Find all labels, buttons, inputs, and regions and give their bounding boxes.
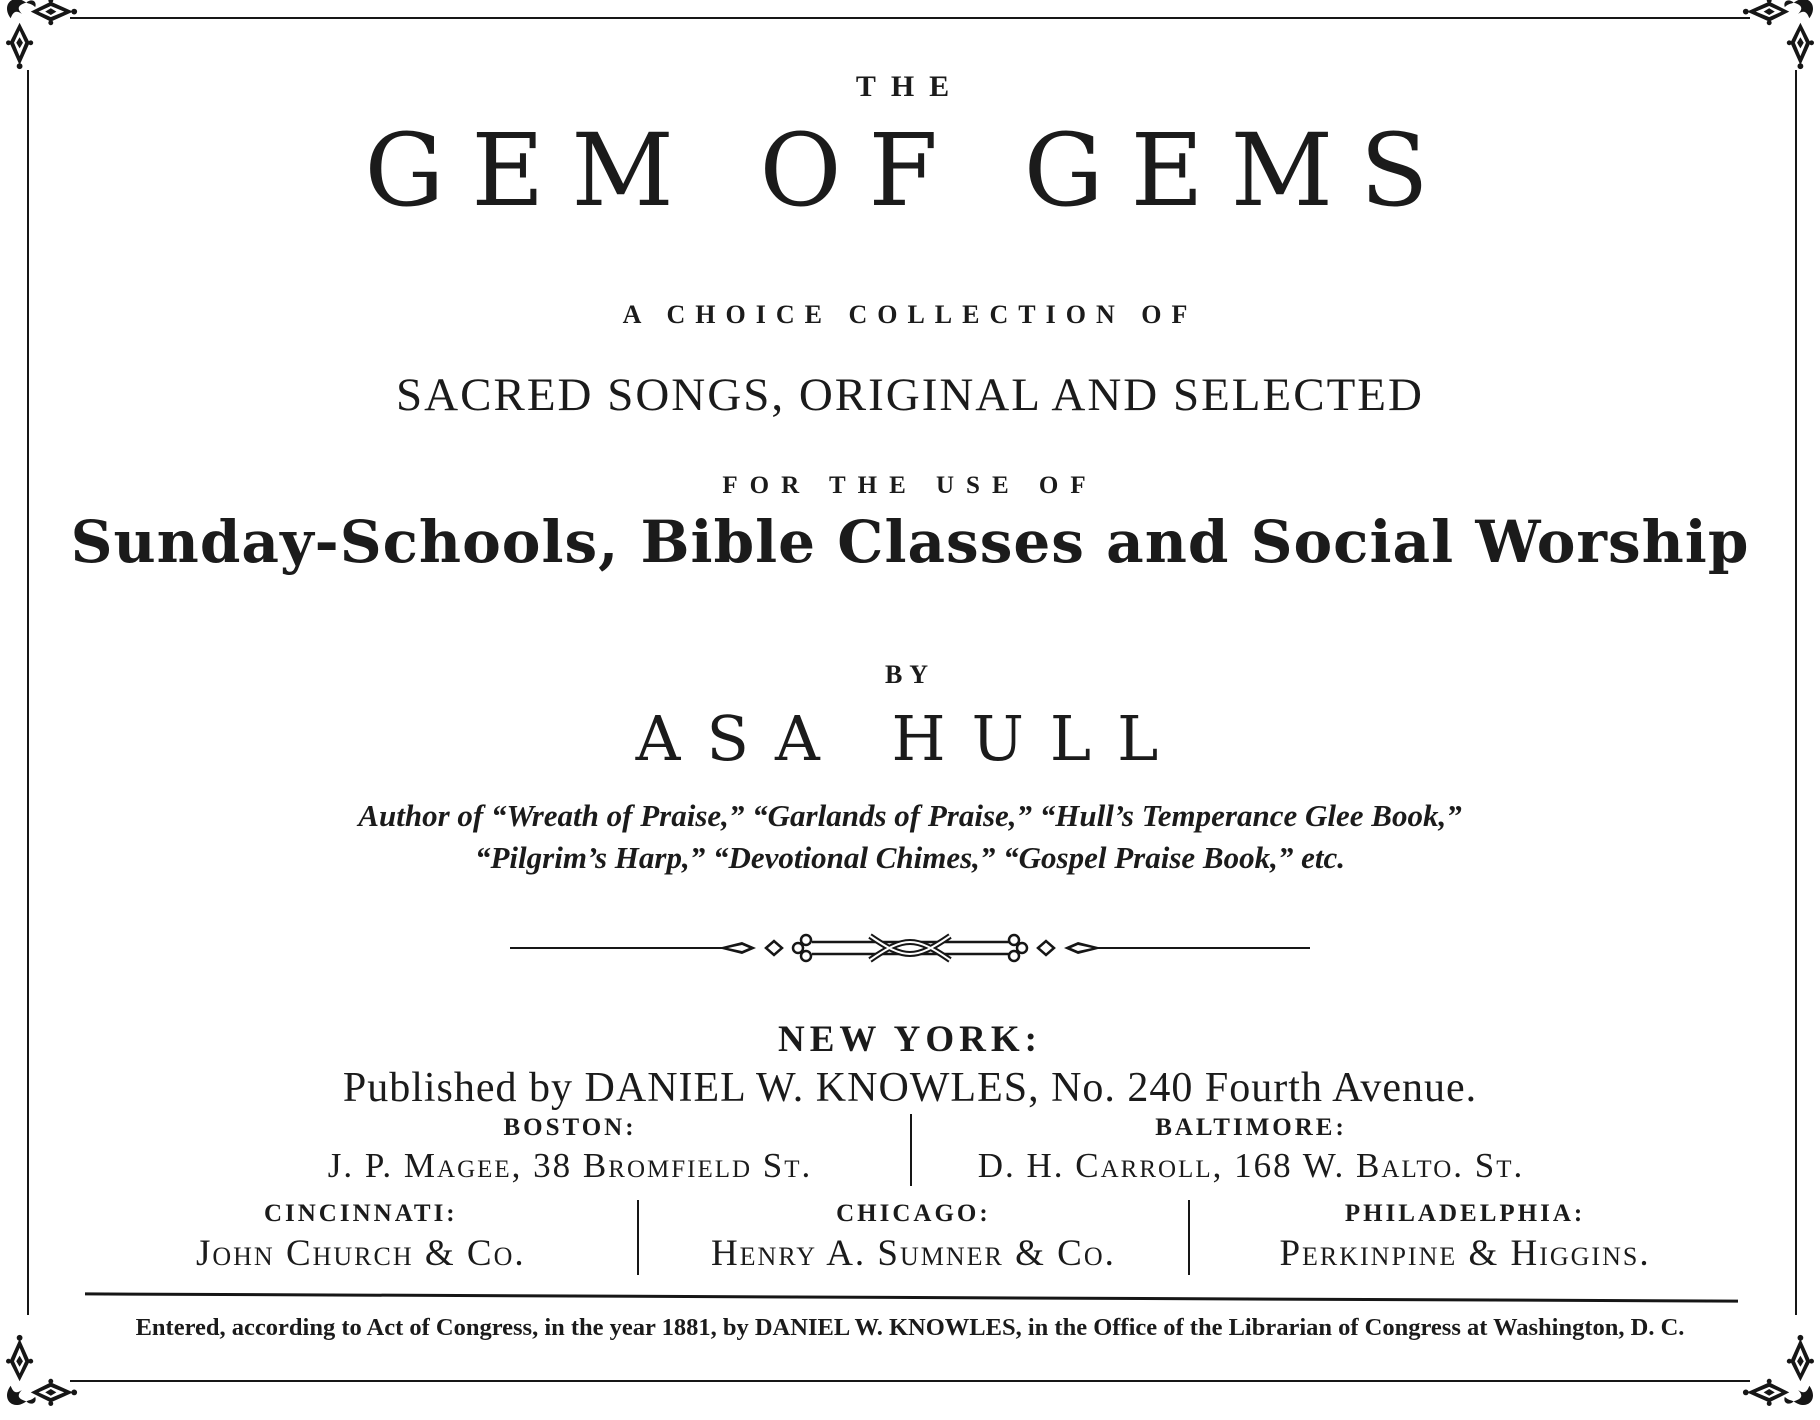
agent-name: John Church & Co. (195, 1233, 526, 1274)
agent-name: Perkinpine & Higgins. (1279, 1233, 1651, 1274)
author-credits-line1: Author of “Wreath of Praise,” “Garlands of Praise,” “Hull’s Temperance Glee Book,” (358, 798, 1462, 833)
agents-row-2 (85, 1200, 1740, 1275)
copyright-line: Entered, according to Act of Congress, in the year 1881, by DANIEL W. KNOWLES, in the Office of the Librarian of Congress at Washington, D. C. (135, 1314, 1685, 1341)
copyright-rule (85, 1292, 1738, 1302)
agents-row-1 (230, 1114, 1590, 1186)
by-label: BY (884, 660, 936, 689)
agent-baltimore (910, 1114, 1590, 1186)
agent-name: D. H. Carroll, 168 W. Balto. St. (977, 1146, 1525, 1185)
corner-ornament-top-left (4, 0, 82, 74)
agent-philadelphia (1188, 1200, 1740, 1275)
page-border-bottom (70, 1380, 1750, 1382)
audience-line: Sunday-Schools, Bible Classes and Social Worship (70, 508, 1750, 576)
agent-chicago (637, 1200, 1189, 1275)
imprint-city: NEW YORK: (778, 1019, 1042, 1060)
agent-city-label: BOSTON: (503, 1114, 637, 1141)
series-kicker: THE (855, 70, 965, 103)
imprint-publisher: Published by DANIEL W. KNOWLES, No. 240 Fourth Avenue. (342, 1065, 1478, 1111)
page-border-right (1795, 70, 1797, 1315)
ornamental-divider (0, 928, 1820, 973)
agent-city-label: CHICAGO: (836, 1200, 991, 1227)
page-title: GEM OF GEMS (364, 112, 1456, 229)
agent-city-label: BALTIMORE: (1155, 1114, 1347, 1141)
collection-line: A CHOICE COLLECTION OF (622, 300, 1198, 329)
agent-name: J. P. Magee, 38 Bromfield St. (327, 1146, 813, 1185)
contents-line: SACRED SONGS, ORIGINAL AND SELECTED (396, 369, 1424, 421)
agent-city-label: PHILADELPHIA: (1344, 1200, 1586, 1227)
agent-name: Henry A. Sumner & Co. (710, 1233, 1116, 1274)
agent-boston (230, 1114, 910, 1186)
purpose-line: FOR THE USE OF (722, 472, 1098, 499)
page-border-left (27, 70, 29, 1315)
agent-city-label: CINCINNATI: (263, 1200, 458, 1227)
page-border-top (70, 17, 1750, 19)
agent-cincinnati (85, 1200, 637, 1275)
author-name: ASA HULL (635, 702, 1185, 775)
corner-ornament-top-right (1738, 0, 1816, 74)
author-credits-line2: “Pilgrim’s Harp,” “Devotional Chimes,” “Gospel Praise Book,” etc. (475, 840, 1345, 875)
